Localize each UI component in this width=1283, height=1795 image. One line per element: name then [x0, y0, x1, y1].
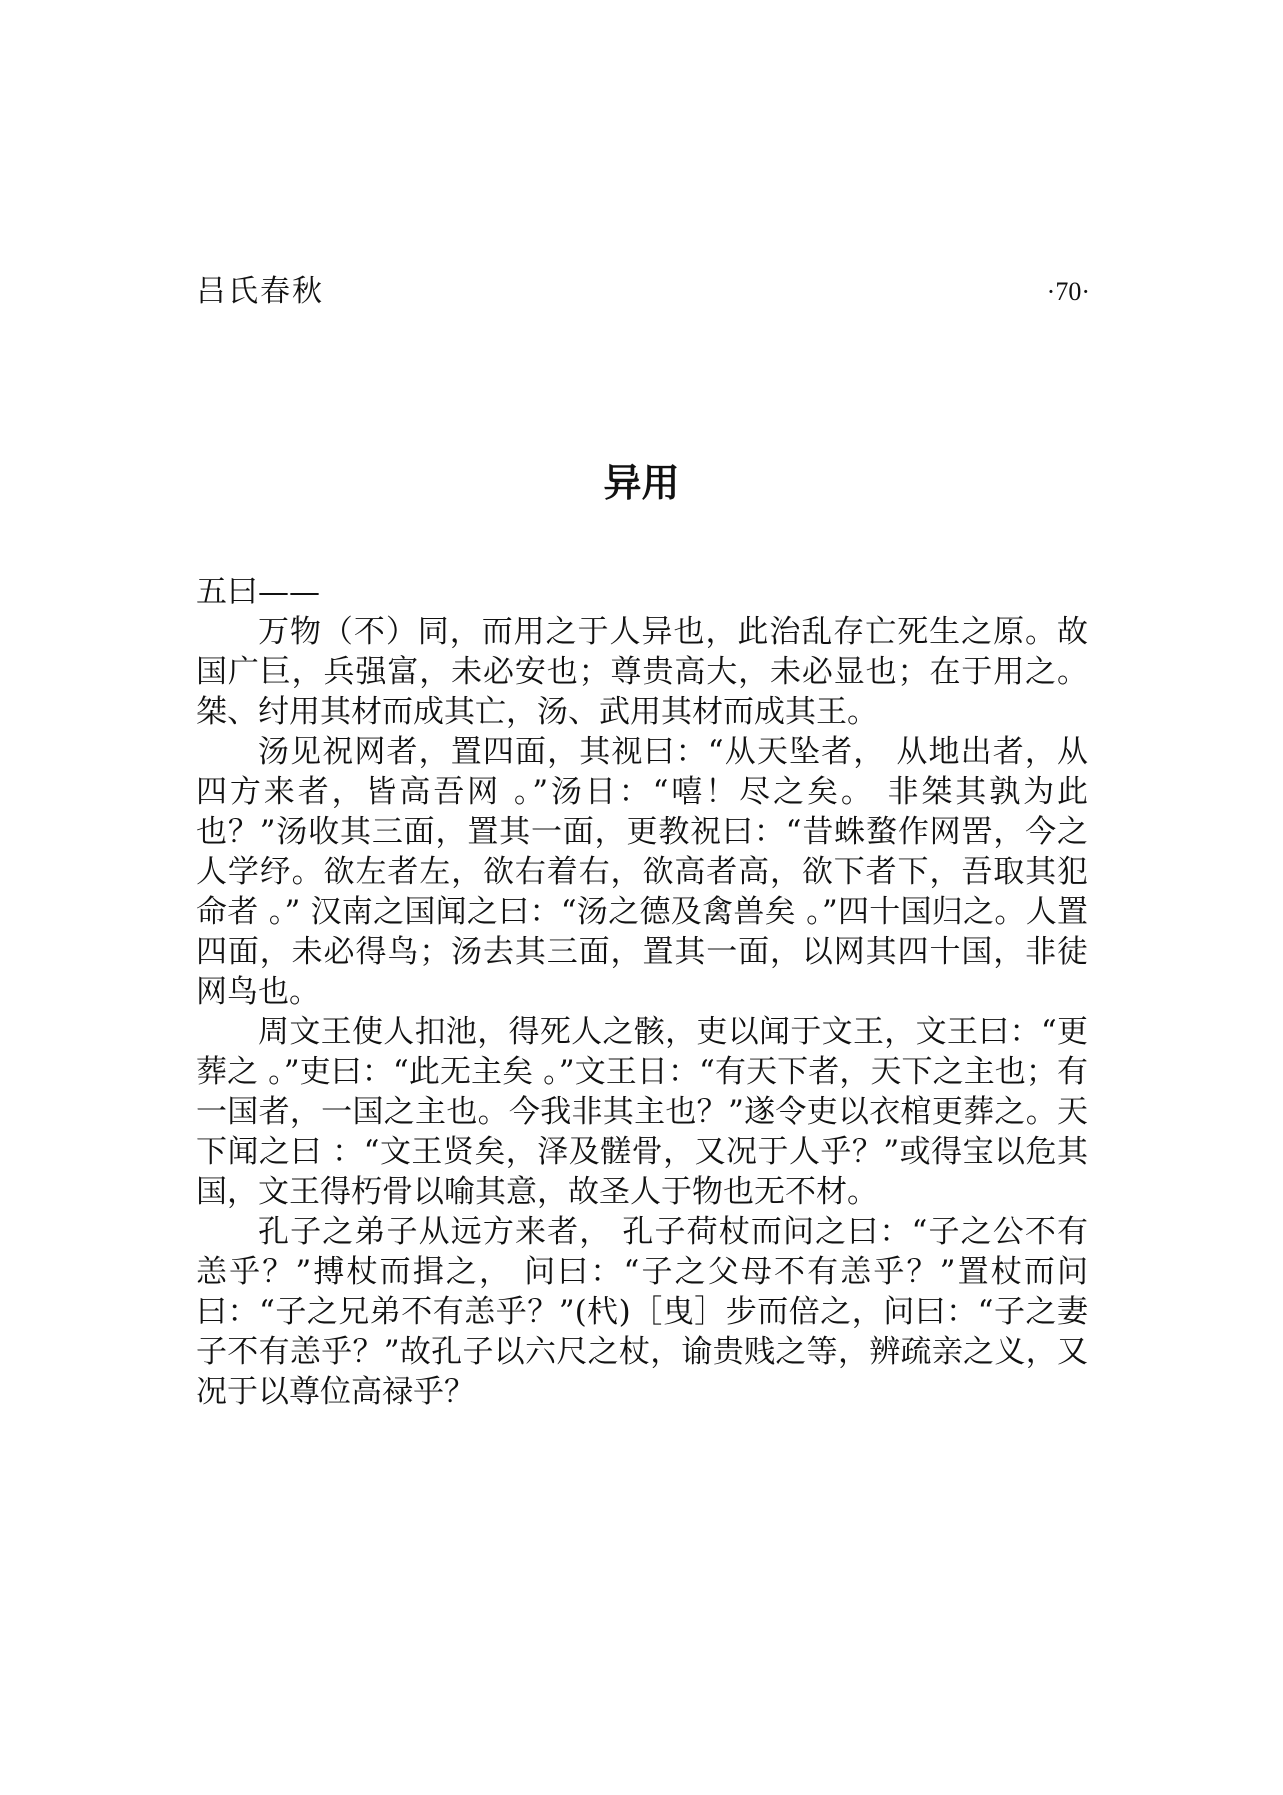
chapter-body [196, 572, 1088, 1412]
paragraph: 万物（不）同，而用之于人异也，此治乱存亡死生之原。故国广巨，兵强富，未必安也；尊贵高大，未必显也；在于用之。桀、纣用其材而成其亡，汤、武用其材而成其王。 [196, 614, 1088, 730]
paragraph: 周文王使人扣池，得死人之骸，吏以闻于文王，文王曰：“更葬之 。”吏曰：“此无主矣 。”文王日：“有天下者，天下之主也；有一国者，一国之主也。今我非其主也？”遂令吏以衣棺更葬之。天下闻之曰 ：“文王贤矣，泽及髊骨，又况于人乎？”或得宝以危其国，文王得朽骨以喻其意，故圣人于物也无不材。 [196, 1014, 1088, 1210]
paragraph: 孔子之弟子从远方来者， 孔子荷杖而问之曰：“子之公不有恙乎？”搏杖而揖之， 问曰：“子之父母不有恙乎？”置杖而问曰：“子之兄弟不有恙乎？”(杙)［曳］步而倍之，问曰：“子之妻子不有恙乎？”故孔子以六尺之杖，谕贵贱之等，辨疏亲之义，又况于以尊位高禄乎？ [196, 1214, 1088, 1410]
paragraph: 汤见祝网者，置四面，其视曰：“从天坠者， 从地出者，从四方来者，皆高吾网 。”汤日：“嘻！尽之矣。 非桀其孰为此也？”汤收其三面，置其一面，更教祝曰：“昔蛛蝥作网罟，今之人学纾。欲左者左，欲右着右，欲高者高，欲下者下，吾取其犯命者 。” 汉南之国闻之曰：“汤之德及禽兽矣 。”四十国归之。人置四面，未必得鸟；汤去其三面，置其一面，以网其四十国，非徒网鸟也。 [196, 734, 1088, 1010]
page-number: ·70· [1046, 277, 1090, 306]
running-header [196, 270, 1090, 320]
section-label: 五曰—— [196, 574, 320, 610]
chapter-title: 异用 [603, 461, 680, 505]
book-title: 吕氏春秋 [196, 274, 324, 309]
